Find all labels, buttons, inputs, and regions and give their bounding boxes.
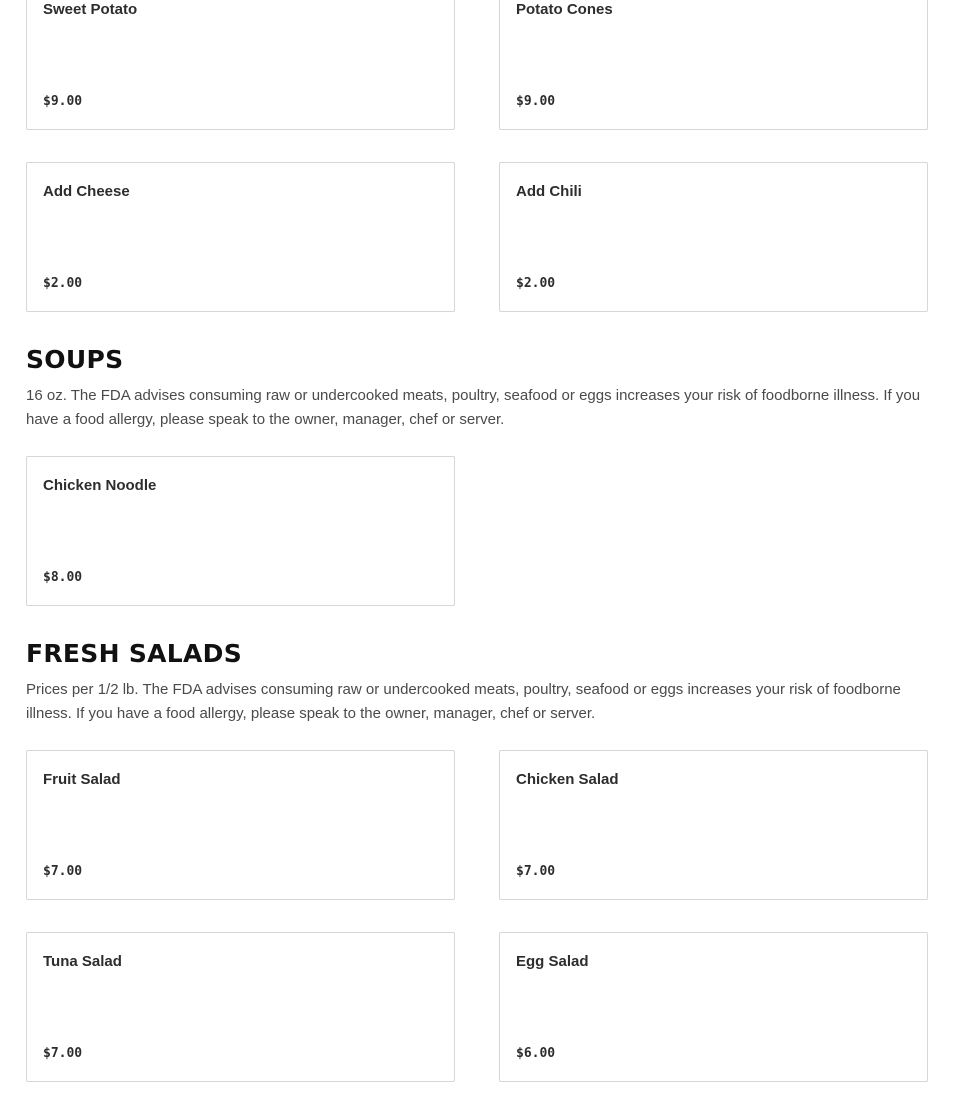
menu-item-price: $2.00	[516, 276, 556, 291]
menu-item-name: Chicken Salad	[516, 771, 619, 788]
menu-item-card[interactable]	[499, 162, 928, 312]
section-title-soups: SOUPS	[26, 345, 124, 374]
menu-item-price: $2.00	[43, 276, 83, 291]
menu-item-price: $9.00	[43, 94, 83, 109]
menu-item-price: $7.00	[43, 864, 83, 879]
section-description-soups: 16 oz. The FDA advises consuming raw or undercooked meats, poultry, seafood or eggs increases your risk of foodborne illness. If you have a food allergy, please speak to the owner, manager, chef or server.	[26, 387, 921, 428]
menu-item-name: Tuna Salad	[43, 953, 122, 970]
menu-item-name: Potato Cones	[516, 1, 613, 18]
menu-item-price: $7.00	[43, 1046, 83, 1061]
section-title-fresh-salads: FRESH SALADS	[26, 639, 243, 668]
menu-item-card[interactable]	[26, 162, 455, 312]
menu-item-price: $6.00	[516, 1046, 556, 1061]
menu-item-name: Add Chili	[516, 183, 582, 200]
menu-item-card[interactable]	[26, 932, 455, 1082]
menu-item-card[interactable]	[499, 0, 928, 130]
menu-item-card[interactable]	[26, 456, 455, 606]
menu-item-card[interactable]	[26, 750, 455, 900]
menu-item-name: Fruit Salad	[43, 771, 121, 788]
menu-item-name: Add Cheese	[43, 183, 130, 200]
menu-item-price: $8.00	[43, 570, 83, 585]
menu-item-card[interactable]	[499, 932, 928, 1082]
menu-item-name: Chicken Noodle	[43, 477, 157, 494]
menu-item-name: Sweet Potato	[43, 1, 138, 18]
menu-item-name: Egg Salad	[516, 953, 589, 970]
menu-item-price: $7.00	[516, 864, 556, 879]
menu-item-card[interactable]	[26, 0, 455, 130]
menu-item-price: $9.00	[516, 94, 556, 109]
menu-item-card[interactable]	[499, 750, 928, 900]
section-description-fresh-salads: Prices per 1/2 lb. The FDA advises consuming raw or undercooked meats, poultry, seafood or eggs increases your risk of foodborne illness. If you have a food allergy, please speak to the owner, manager, chef or server.	[26, 681, 901, 722]
